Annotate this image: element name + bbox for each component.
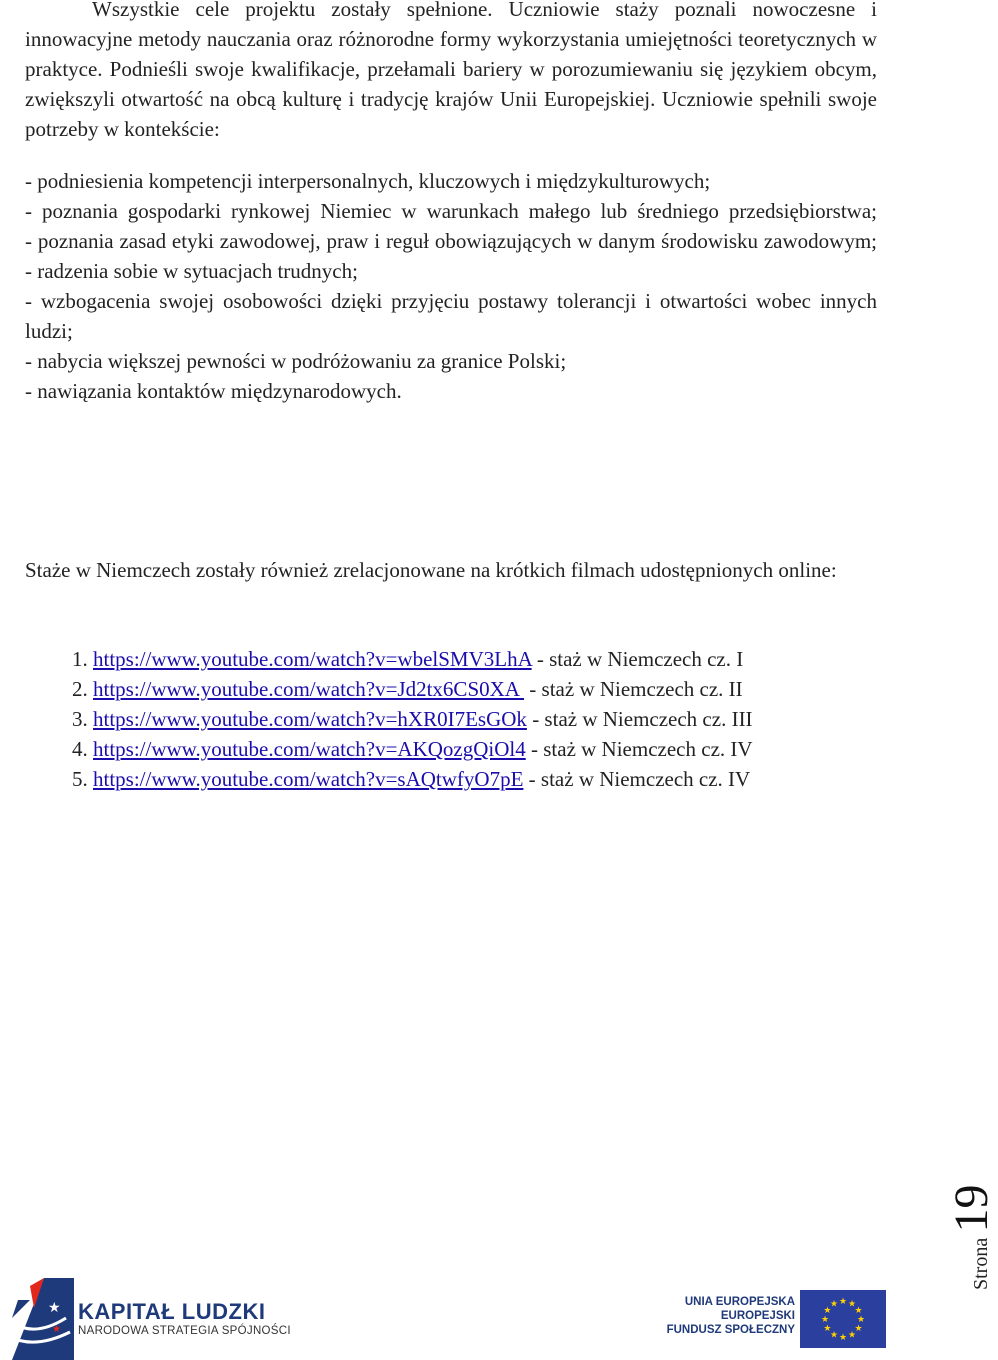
goal-item: - radzenia sobie w sytuacjach trudnych;	[25, 259, 358, 283]
goal-item: - podniesienia kompetencji interpersonalnych, kluczowych i międzykulturowych;	[25, 169, 711, 193]
video-link[interactable]: https://www.youtube.com/watch?v=Jd2tx6CS0XA	[93, 677, 525, 701]
eu-star-icon: ★	[838, 1333, 848, 1343]
goal-item: - nabycia większej pewności w podróżowaniu za granice Polski;	[25, 349, 567, 373]
eu-star-icon: ★	[847, 1330, 857, 1341]
video-link-description: - staż w Niemczech cz. I	[531, 647, 744, 671]
video-link[interactable]: https://www.youtube.com/watch?v=sAQtwfyO7pE	[93, 767, 524, 791]
eu-star-icon: ★	[823, 1324, 832, 1334]
video-link-description: - staż w Niemczech cz. III	[526, 707, 753, 731]
kapital-ludzki-logo-icon	[4, 1278, 74, 1360]
eu-flag-icon	[800, 1290, 886, 1348]
goal-item: - poznania zasad etyki zawodowej, praw i reguł obowiązujących w danym środowisku zawodowym;	[25, 229, 877, 253]
goal-item: - wzbogacenia swojej osobowości dzięki przyjęciu postawy tolerancji i otwartości wobec innych ludzi;	[25, 289, 877, 343]
video-link-item	[93, 644, 877, 674]
document-body	[25, 0, 877, 794]
page-label: Strona	[970, 1237, 992, 1290]
goals-list	[25, 166, 877, 406]
svg-text:★: ★	[52, 1324, 61, 1335]
video-link-description: - staż w Niemczech cz. IV	[525, 737, 753, 761]
page-number-value: 19	[945, 1184, 998, 1233]
goal-item: - nawiązania kontaktów międzynarodowych.	[25, 379, 402, 403]
goal-item: - poznania gospodarki rynkowej Niemiec w warunkach małego lub średniego przedsiębiorstwa;	[25, 199, 877, 223]
kapital-ludzki-text	[78, 1300, 291, 1338]
eu-star-icon: ★	[847, 1299, 857, 1310]
video-links-list	[25, 644, 877, 794]
summary-paragraph: Wszystkie cele projektu zostały spełnione. Uczniowie staży poznali nowoczesne i innowacyjne metody nauczania oraz różnorodne formy wykorzystania umiejętności teoretycznych w praktyce. Podnieśli swoje kwalifikacje, przełamali bariery w porozumiewaniu się językiem obcym, zwiększyli otwartość na obcą kulturę i tradycję krajów Unii Europejskiej. Uczniowie spełnili swoje potrzeby w kontekście:	[25, 0, 877, 141]
video-link[interactable]: https://www.youtube.com/watch?v=hXR0I7EsGOk	[93, 707, 527, 731]
eu-line: FUNDUSZ SPOŁECZNY	[666, 1324, 795, 1336]
eu-star-icon: ★	[829, 1299, 839, 1310]
video-link-item	[93, 734, 877, 764]
eu-star-icon: ★	[829, 1330, 839, 1341]
eu-line: EUROPEJSKI	[720, 1310, 795, 1322]
kapital-title: KAPITAŁ LUDZKI	[78, 1299, 266, 1324]
video-link-item	[93, 764, 877, 794]
video-link-description: - staż w Niemczech cz. II	[524, 677, 743, 701]
eu-star-icon: ★	[854, 1306, 863, 1316]
footer-logos	[0, 1270, 960, 1360]
eu-star-icon: ★	[820, 1315, 830, 1325]
eu-fund-text	[667, 1295, 795, 1337]
eu-star-icon: ★	[856, 1315, 866, 1325]
video-link[interactable]: https://www.youtube.com/watch?v=wbelSMV3LhA	[93, 647, 532, 671]
eu-star-icon: ★	[854, 1324, 863, 1334]
videos-paragraph: Staże w Niemczech zostały również zrelacjonowane na krótkich filmach udostępnionych online:	[25, 558, 837, 582]
video-link-description: - staż w Niemczech cz. IV	[523, 767, 751, 791]
video-link[interactable]: https://www.youtube.com/watch?v=AKQozgQiOl4	[93, 737, 526, 761]
eu-star-icon: ★	[823, 1306, 832, 1316]
kapital-subtitle: NARODOWA STRATEGIA SPÓJNOŚCI	[78, 1325, 291, 1337]
eu-line: UNIA EUROPEJSKA	[684, 1296, 795, 1308]
svg-text:★: ★	[48, 1300, 61, 1316]
video-link-item	[93, 704, 877, 734]
eu-star-icon: ★	[838, 1297, 848, 1307]
video-link-item	[93, 674, 877, 704]
